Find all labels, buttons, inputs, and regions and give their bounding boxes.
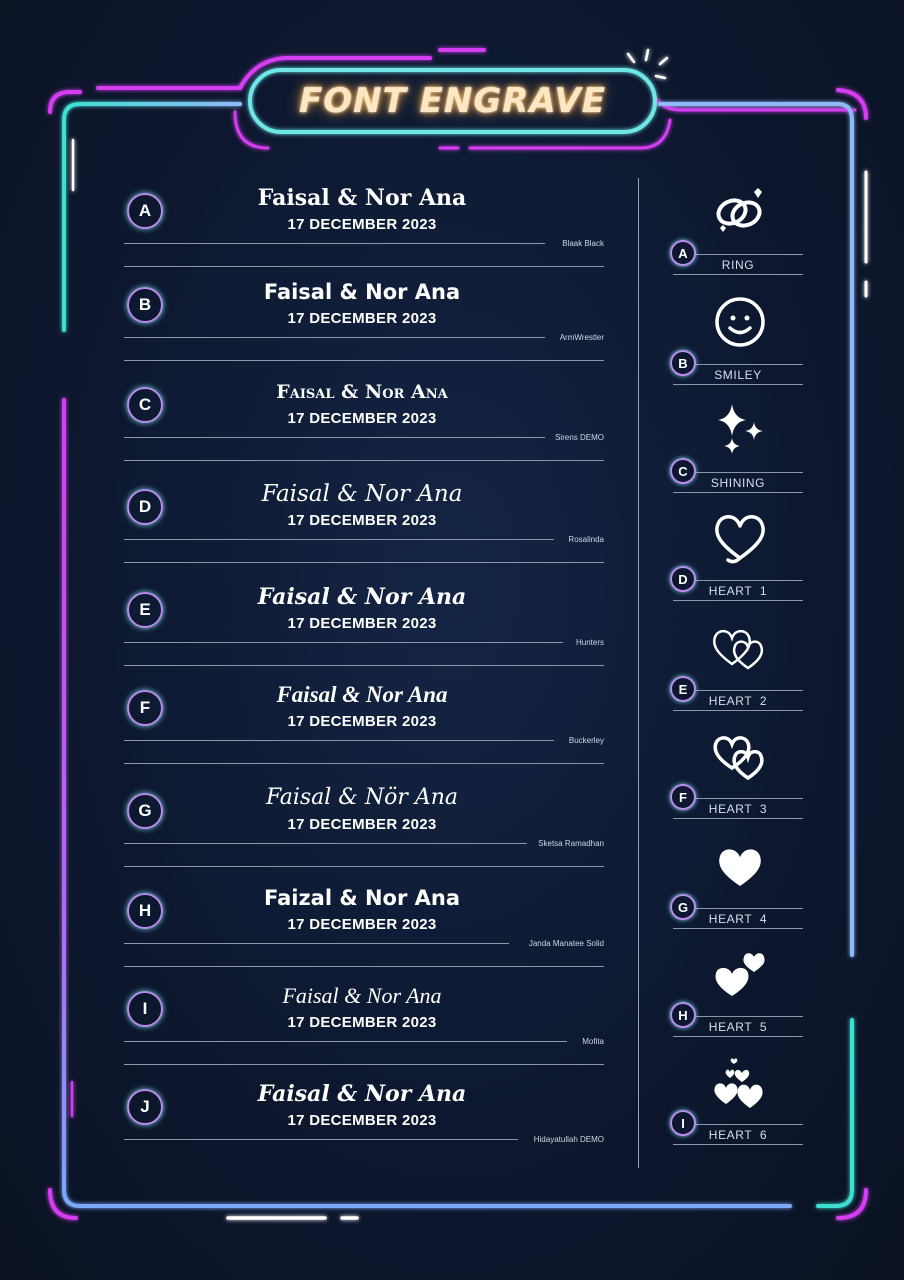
two-solid-hearts-icon bbox=[710, 944, 770, 1004]
font-name-label: Hunters bbox=[575, 638, 604, 647]
font-sample-text: Faisal & Nor Ana bbox=[257, 1081, 467, 1107]
motif-letter-badge: F bbox=[670, 784, 696, 810]
motif-letter-badge: E bbox=[670, 676, 696, 702]
engrave-date: 17 DECEMBER 2023 bbox=[287, 816, 437, 833]
font-sample-text: Faisal & Nor Ana bbox=[257, 584, 467, 610]
option-letter-badge: A bbox=[127, 193, 163, 229]
option-letter-badge: G bbox=[127, 793, 163, 829]
option-letter-badge: B bbox=[127, 287, 163, 323]
motif-letter-badge: I bbox=[670, 1110, 696, 1136]
font-sample-text: Faisal & Nor Ana bbox=[263, 280, 461, 304]
row-separator bbox=[124, 460, 604, 461]
column-divider bbox=[638, 178, 639, 1168]
motif-label: SMILEY bbox=[714, 368, 762, 382]
font-sample-text: Faisal & Nör Ana bbox=[265, 785, 459, 810]
font-name-label: Janda Manatee Solid bbox=[528, 939, 604, 948]
underline-rule bbox=[124, 843, 527, 844]
label-bottom-rule bbox=[673, 928, 803, 929]
row-separator bbox=[124, 665, 604, 666]
motif-label: HEART 5 bbox=[708, 1020, 768, 1034]
motif-letter-badge: B bbox=[670, 350, 696, 376]
label-bottom-rule bbox=[673, 600, 803, 601]
font-sample-text: Faisal & Nor Ana bbox=[276, 381, 448, 403]
double-heart-outline-icon bbox=[710, 618, 770, 678]
row-separator bbox=[124, 360, 604, 361]
heart-outline-icon bbox=[710, 508, 770, 568]
engrave-date: 17 DECEMBER 2023 bbox=[287, 713, 437, 730]
option-letter-badge: D bbox=[127, 489, 163, 525]
font-name-label: Blaak Black bbox=[562, 239, 604, 248]
heart-solid-icon bbox=[710, 836, 770, 896]
option-letter-badge: H bbox=[127, 893, 163, 929]
font-name-label: Mofita bbox=[582, 1037, 604, 1046]
underline-rule bbox=[124, 243, 545, 244]
motif-label: HEART 2 bbox=[708, 694, 768, 708]
option-letter-badge: C bbox=[127, 387, 163, 423]
motif-letter-badge: D bbox=[670, 566, 696, 592]
row-separator bbox=[124, 266, 604, 267]
engrave-date: 17 DECEMBER 2023 bbox=[287, 1112, 437, 1129]
smiley-icon bbox=[710, 292, 770, 352]
engrave-date: 17 DECEMBER 2023 bbox=[287, 310, 437, 327]
font-name-label: Sketsa Ramadhan bbox=[538, 839, 604, 848]
engrave-date: 17 DECEMBER 2023 bbox=[287, 410, 437, 427]
label-bottom-rule bbox=[673, 492, 803, 493]
label-bottom-rule bbox=[673, 710, 803, 711]
underline-rule bbox=[124, 437, 545, 438]
page-title: FONT ENGRAVE bbox=[299, 81, 606, 121]
motif-letter-badge: G bbox=[670, 894, 696, 920]
row-separator bbox=[124, 966, 604, 967]
many-hearts-icon bbox=[710, 1052, 770, 1112]
sparkles-icon bbox=[710, 400, 770, 460]
label-bottom-rule bbox=[673, 274, 803, 275]
font-sample-text: Faisal & Nor Ana bbox=[261, 481, 463, 507]
motif-label: HEART 4 bbox=[708, 912, 768, 926]
font-name-label: Hidayatullah DEMO bbox=[533, 1135, 604, 1144]
motif-letter-badge: H bbox=[670, 1002, 696, 1028]
label-bottom-rule bbox=[673, 1144, 803, 1145]
double-heart-thick-icon bbox=[710, 726, 770, 786]
motif-label: RING bbox=[721, 258, 755, 272]
motif-letter-badge: C bbox=[670, 458, 696, 484]
engrave-date: 17 DECEMBER 2023 bbox=[287, 512, 437, 529]
engrave-date: 17 DECEMBER 2023 bbox=[287, 916, 437, 933]
font-name-label: ArmWrestler bbox=[559, 333, 604, 342]
font-sample-text: Faizal & Nor Ana bbox=[263, 886, 461, 910]
option-letter-badge: J bbox=[127, 1089, 163, 1125]
row-separator bbox=[124, 1064, 604, 1065]
option-letter-badge: F bbox=[127, 690, 163, 726]
option-letter-badge: E bbox=[127, 592, 163, 628]
font-name-label: Sirens DEMO bbox=[555, 433, 604, 442]
engrave-date: 17 DECEMBER 2023 bbox=[287, 1014, 437, 1031]
font-sample-text: Faisal & Nor Ana bbox=[276, 682, 448, 707]
underline-rule bbox=[124, 642, 563, 643]
underline-rule bbox=[124, 740, 554, 741]
font-sample-text: Faisal & Nor Ana bbox=[282, 983, 442, 1008]
motif-label: HEART 3 bbox=[708, 802, 768, 816]
font-name-label: Buckerley bbox=[568, 736, 604, 745]
option-letter-badge: I bbox=[127, 991, 163, 1027]
underline-rule bbox=[124, 1139, 518, 1140]
engrave-date: 17 DECEMBER 2023 bbox=[287, 615, 437, 632]
label-bottom-rule bbox=[673, 384, 803, 385]
row-separator bbox=[124, 562, 604, 563]
underline-rule bbox=[124, 943, 509, 944]
row-separator bbox=[124, 866, 604, 867]
label-bottom-rule bbox=[673, 1036, 803, 1037]
motif-label: HEART 6 bbox=[708, 1128, 768, 1142]
engrave-date: 17 DECEMBER 2023 bbox=[287, 216, 437, 233]
font-name-label: Rosalinda bbox=[568, 535, 604, 544]
underline-rule bbox=[124, 1041, 567, 1042]
underline-rule bbox=[124, 539, 554, 540]
motif-label: HEART 1 bbox=[708, 584, 768, 598]
motif-label: SHINING bbox=[710, 476, 766, 490]
underline-rule bbox=[124, 337, 545, 338]
label-bottom-rule bbox=[673, 818, 803, 819]
rings-icon bbox=[710, 182, 770, 242]
row-separator bbox=[124, 763, 604, 764]
motif-letter-badge: A bbox=[670, 240, 696, 266]
font-sample-text: Faisal & Nor Ana bbox=[257, 185, 467, 211]
